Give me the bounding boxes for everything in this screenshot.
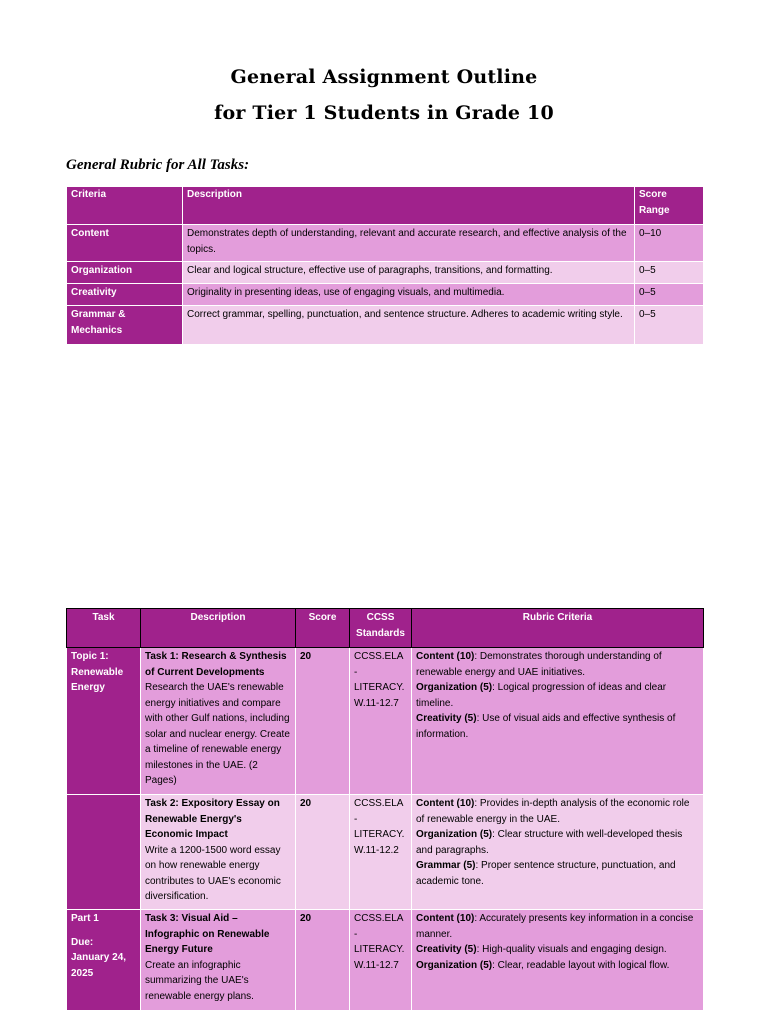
task-standard: CCSS.ELA - LITERACY. W.11-12.7 xyxy=(350,910,412,1011)
rubric-criterion xyxy=(416,858,699,889)
task-description-cell xyxy=(141,795,296,910)
task-row-3 xyxy=(67,910,704,1011)
task-standard: CCSS.ELA - LITERACY. W.11-12.2 xyxy=(350,795,412,910)
general-rubric-table xyxy=(66,186,704,345)
task-name: Task 2: Expository Essay on Renewable Energy's Economic Impact xyxy=(145,798,280,840)
document-title-line-2: for Tier 1 Students in Grade 10 xyxy=(214,102,554,124)
task-col-score: Score xyxy=(296,609,350,648)
task-score: 20 xyxy=(296,795,350,910)
criterion-text: : Demonstrates thorough understanding of renewable energy and UAE initiatives. xyxy=(416,651,662,678)
rubric-description: Correct grammar, spelling, punctuation, and sentence structure. Adheres to academic writing style. xyxy=(183,306,635,345)
rubric-criterion xyxy=(416,796,699,827)
rubric-criterion xyxy=(416,649,699,680)
criterion-text: : Accurately presents key information in a concise manner. xyxy=(416,913,694,940)
task-header-row xyxy=(67,609,704,648)
task-name: Task 1: Research & Synthesis of Current Developments xyxy=(145,651,287,678)
task-label-line: Renewable Energy xyxy=(71,666,124,693)
criterion-text: : High-quality visuals and engaging design. xyxy=(476,944,667,955)
rubric-description: Originality in presenting ideas, use of engaging visuals, and multimedia. xyxy=(183,284,635,306)
criterion-text: : Clear structure with well-developed thesis and paragraphs. xyxy=(416,829,683,856)
rubric-row-organization xyxy=(67,262,704,284)
task-row-2 xyxy=(67,795,704,910)
rubric-col-description: Description xyxy=(183,187,635,225)
task-row-1 xyxy=(67,648,704,795)
rubric-col-criteria: Criteria xyxy=(67,187,183,225)
criterion-label: Organization (5) xyxy=(416,682,493,693)
rubric-criterion xyxy=(416,711,699,742)
rubric-row-content xyxy=(67,225,704,262)
task-body: Research the UAE's renewable energy initiatives and compare with other Gulf nations, including solar and nuclear energy. Create a timeline of renewable energy milestones in the UAE. (2 Pages) xyxy=(145,682,290,786)
rubric-criterion xyxy=(416,958,699,974)
rubric-heading: General Rubric for All Tasks: xyxy=(66,157,250,173)
criterion-label: Organization (5) xyxy=(416,959,493,971)
task-score: 20 xyxy=(296,910,350,1011)
task-description-cell xyxy=(141,648,296,795)
rubric-criterion xyxy=(416,827,699,858)
task-col-description: Description xyxy=(141,609,296,648)
rubric-criterion xyxy=(416,911,699,942)
criterion-label: Content (10) xyxy=(416,798,475,809)
document-title-line-1: General Assignment Outline xyxy=(230,66,538,88)
rubric-row-creativity xyxy=(67,284,704,306)
task-table xyxy=(66,608,704,1011)
task-col-rubric: Rubric Criteria xyxy=(412,609,704,648)
task-score: 20 xyxy=(296,648,350,795)
task-col-task: Task xyxy=(67,609,141,648)
rubric-range: 0–10 xyxy=(635,225,704,262)
rubric-range: 0–5 xyxy=(635,306,704,345)
criterion-text: : Proper sentence structure, punctuation, and academic tone. xyxy=(416,860,676,887)
rubric-row-grammar xyxy=(67,306,704,345)
task-standard: CCSS.ELA - LITERACY. W.11-12.7 xyxy=(350,648,412,795)
task-label-cell xyxy=(67,795,141,910)
rubric-range: 0–5 xyxy=(635,262,704,284)
criterion-label: Content (10) xyxy=(416,651,475,662)
rubric-header-row xyxy=(67,187,704,225)
criterion-label: Organization (5) xyxy=(416,829,493,840)
task-description-cell xyxy=(141,910,296,1011)
rubric-criteria: Grammar & Mechanics xyxy=(67,306,183,345)
task-label-line: Topic 1: xyxy=(71,651,109,662)
criterion-label: Creativity (5) xyxy=(416,713,477,724)
criterion-label: Content (10) xyxy=(416,913,475,924)
task-rubric-cell xyxy=(412,910,704,1011)
rubric-criteria: Content xyxy=(67,225,183,262)
criterion-text: : Use of visual aids and effective synthesis of information. xyxy=(416,713,676,740)
criterion-text: : Logical progression of ideas and clear timeline. xyxy=(416,682,667,709)
task-label-line: Due: xyxy=(71,936,94,948)
rubric-criterion xyxy=(416,680,699,711)
task-body: Create an infographic summarizing the UAE's renewable energy plans. xyxy=(145,959,254,1002)
task-label-cell xyxy=(67,910,141,1011)
criterion-text: : Clear, readable layout with logical flow. xyxy=(492,959,670,971)
rubric-criteria: Creativity xyxy=(67,284,183,306)
rubric-col-score-range: Score Range xyxy=(635,187,704,225)
rubric-description: Demonstrates depth of understanding, relevant and accurate research, and effective analysis of the topics. xyxy=(183,225,635,262)
task-rubric-cell xyxy=(412,795,704,910)
task-rubric-cell xyxy=(412,648,704,795)
criterion-label: Grammar (5) xyxy=(416,860,476,871)
task-label-line: January 24, 2025 xyxy=(71,952,127,979)
rubric-range: 0–5 xyxy=(635,284,704,306)
task-col-standards: CCSS Standards xyxy=(350,609,412,648)
task-label-cell xyxy=(67,648,141,795)
rubric-description: Clear and logical structure, effective use of paragraphs, transitions, and formatting. xyxy=(183,262,635,284)
task-body: Write a 1200-1500 word essay on how renewable energy contributes to UAE's economic diversification. xyxy=(145,844,281,902)
task-label-line: Part 1 xyxy=(71,913,99,924)
task-name: Task 3: Visual Aid – Infographic on Renewable Energy Future xyxy=(145,913,270,955)
rubric-criterion xyxy=(416,942,699,958)
criterion-label: Creativity (5) xyxy=(416,944,477,955)
criterion-text: : Provides in-depth analysis of the economic role of renewable energy in the UAE. xyxy=(416,798,690,825)
rubric-criteria: Organization xyxy=(67,262,183,284)
